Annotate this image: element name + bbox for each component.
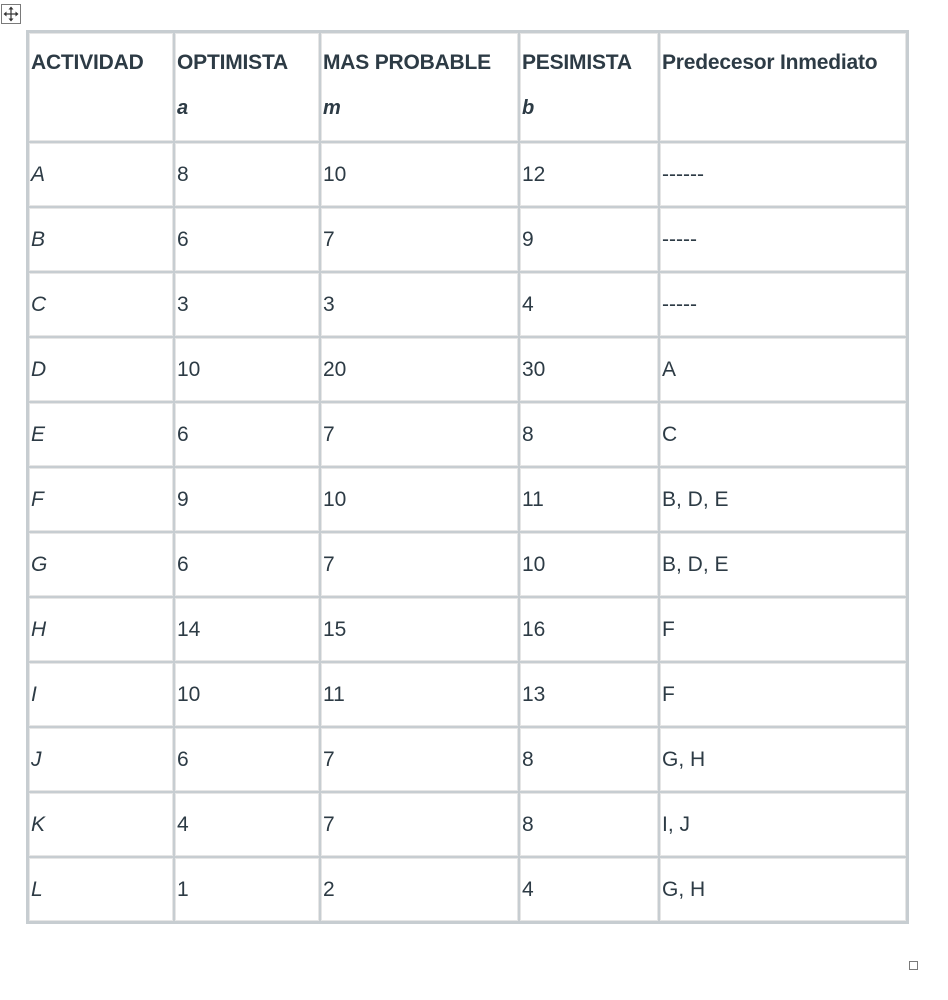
- cell-activity[interactable]: L: [28, 857, 174, 922]
- table-row: [28, 727, 907, 792]
- table-header-row: [28, 32, 907, 142]
- cell-activity[interactable]: B: [28, 207, 174, 272]
- cell-optimistic[interactable]: 14: [174, 597, 320, 662]
- cell-pessimistic[interactable]: 8: [519, 402, 659, 467]
- cell-optimistic[interactable]: 3: [174, 272, 320, 337]
- cell-optimistic[interactable]: 6: [174, 727, 320, 792]
- cell-predecessor[interactable]: C: [659, 402, 907, 467]
- table-row: [28, 467, 907, 532]
- move-arrows-icon: [3, 6, 19, 22]
- cell-predecessor[interactable]: A: [659, 337, 907, 402]
- cell-predecessor[interactable]: -----: [659, 207, 907, 272]
- header-most-likely-label: MAS PROBABLE: [323, 51, 491, 74]
- cell-activity[interactable]: E: [28, 402, 174, 467]
- table-resize-handle-icon[interactable]: [909, 961, 918, 970]
- table-row: [28, 142, 907, 207]
- cell-activity[interactable]: G: [28, 532, 174, 597]
- cell-activity[interactable]: A: [28, 142, 174, 207]
- cell-optimistic[interactable]: 4: [174, 792, 320, 857]
- cell-predecessor[interactable]: I, J: [659, 792, 907, 857]
- cell-most-likely[interactable]: 15: [320, 597, 519, 662]
- header-optimistic[interactable]: [174, 32, 320, 142]
- cell-most-likely[interactable]: 10: [320, 142, 519, 207]
- cell-most-likely[interactable]: 7: [320, 727, 519, 792]
- cell-predecessor[interactable]: F: [659, 597, 907, 662]
- cell-pessimistic[interactable]: 12: [519, 142, 659, 207]
- cell-pessimistic[interactable]: 13: [519, 662, 659, 727]
- table-row: [28, 337, 907, 402]
- cell-pessimistic[interactable]: 11: [519, 467, 659, 532]
- cell-activity[interactable]: K: [28, 792, 174, 857]
- cell-predecessor[interactable]: -----: [659, 272, 907, 337]
- header-predecessor-label: Predecesor Inmediato: [662, 51, 878, 74]
- cell-optimistic[interactable]: 9: [174, 467, 320, 532]
- cell-optimistic[interactable]: 6: [174, 207, 320, 272]
- header-pessimistic-label: PESIMISTA: [522, 51, 632, 74]
- cell-most-likely[interactable]: 20: [320, 337, 519, 402]
- table-row: [28, 597, 907, 662]
- cell-activity[interactable]: F: [28, 467, 174, 532]
- header-pessimistic-sub: b: [522, 97, 535, 119]
- header-pessimistic[interactable]: [519, 32, 659, 142]
- cell-activity[interactable]: I: [28, 662, 174, 727]
- cell-predecessor[interactable]: G, H: [659, 857, 907, 922]
- table-row: [28, 857, 907, 922]
- cell-optimistic[interactable]: 6: [174, 532, 320, 597]
- cell-pessimistic[interactable]: 4: [519, 272, 659, 337]
- pert-activity-table: [26, 30, 909, 924]
- header-optimistic-sub: a: [177, 97, 188, 119]
- cell-most-likely[interactable]: 11: [320, 662, 519, 727]
- table-row: [28, 532, 907, 597]
- table-row: [28, 792, 907, 857]
- cell-optimistic[interactable]: 6: [174, 402, 320, 467]
- cell-most-likely[interactable]: 2: [320, 857, 519, 922]
- cell-predecessor[interactable]: B, D, E: [659, 532, 907, 597]
- header-most-likely[interactable]: [320, 32, 519, 142]
- cell-most-likely[interactable]: 10: [320, 467, 519, 532]
- header-most-likely-sub: m: [323, 97, 341, 119]
- cell-activity[interactable]: D: [28, 337, 174, 402]
- header-activity[interactable]: [28, 32, 174, 142]
- table-row: [28, 272, 907, 337]
- cell-pessimistic[interactable]: 4: [519, 857, 659, 922]
- cell-predecessor[interactable]: G, H: [659, 727, 907, 792]
- cell-most-likely[interactable]: 3: [320, 272, 519, 337]
- cell-predecessor[interactable]: B, D, E: [659, 467, 907, 532]
- header-optimistic-label: OPTIMISTA: [177, 51, 288, 74]
- cell-predecessor[interactable]: ------: [659, 142, 907, 207]
- table-row: [28, 207, 907, 272]
- cell-most-likely[interactable]: 7: [320, 532, 519, 597]
- cell-activity[interactable]: C: [28, 272, 174, 337]
- cell-predecessor[interactable]: F: [659, 662, 907, 727]
- cell-pessimistic[interactable]: 9: [519, 207, 659, 272]
- cell-pessimistic[interactable]: 30: [519, 337, 659, 402]
- cell-most-likely[interactable]: 7: [320, 792, 519, 857]
- header-predecessor[interactable]: [659, 32, 907, 142]
- header-activity-label: ACTIVIDAD: [31, 51, 144, 74]
- cell-pessimistic[interactable]: 16: [519, 597, 659, 662]
- cell-pessimistic[interactable]: 8: [519, 792, 659, 857]
- cell-activity[interactable]: H: [28, 597, 174, 662]
- cell-most-likely[interactable]: 7: [320, 207, 519, 272]
- cell-optimistic[interactable]: 8: [174, 142, 320, 207]
- cell-activity[interactable]: J: [28, 727, 174, 792]
- cell-optimistic[interactable]: 10: [174, 662, 320, 727]
- cell-optimistic[interactable]: 10: [174, 337, 320, 402]
- table-row: [28, 662, 907, 727]
- cell-pessimistic[interactable]: 10: [519, 532, 659, 597]
- cell-most-likely[interactable]: 7: [320, 402, 519, 467]
- cell-pessimistic[interactable]: 8: [519, 727, 659, 792]
- table-row: [28, 402, 907, 467]
- table-move-handle-icon[interactable]: [1, 4, 21, 24]
- cell-optimistic[interactable]: 1: [174, 857, 320, 922]
